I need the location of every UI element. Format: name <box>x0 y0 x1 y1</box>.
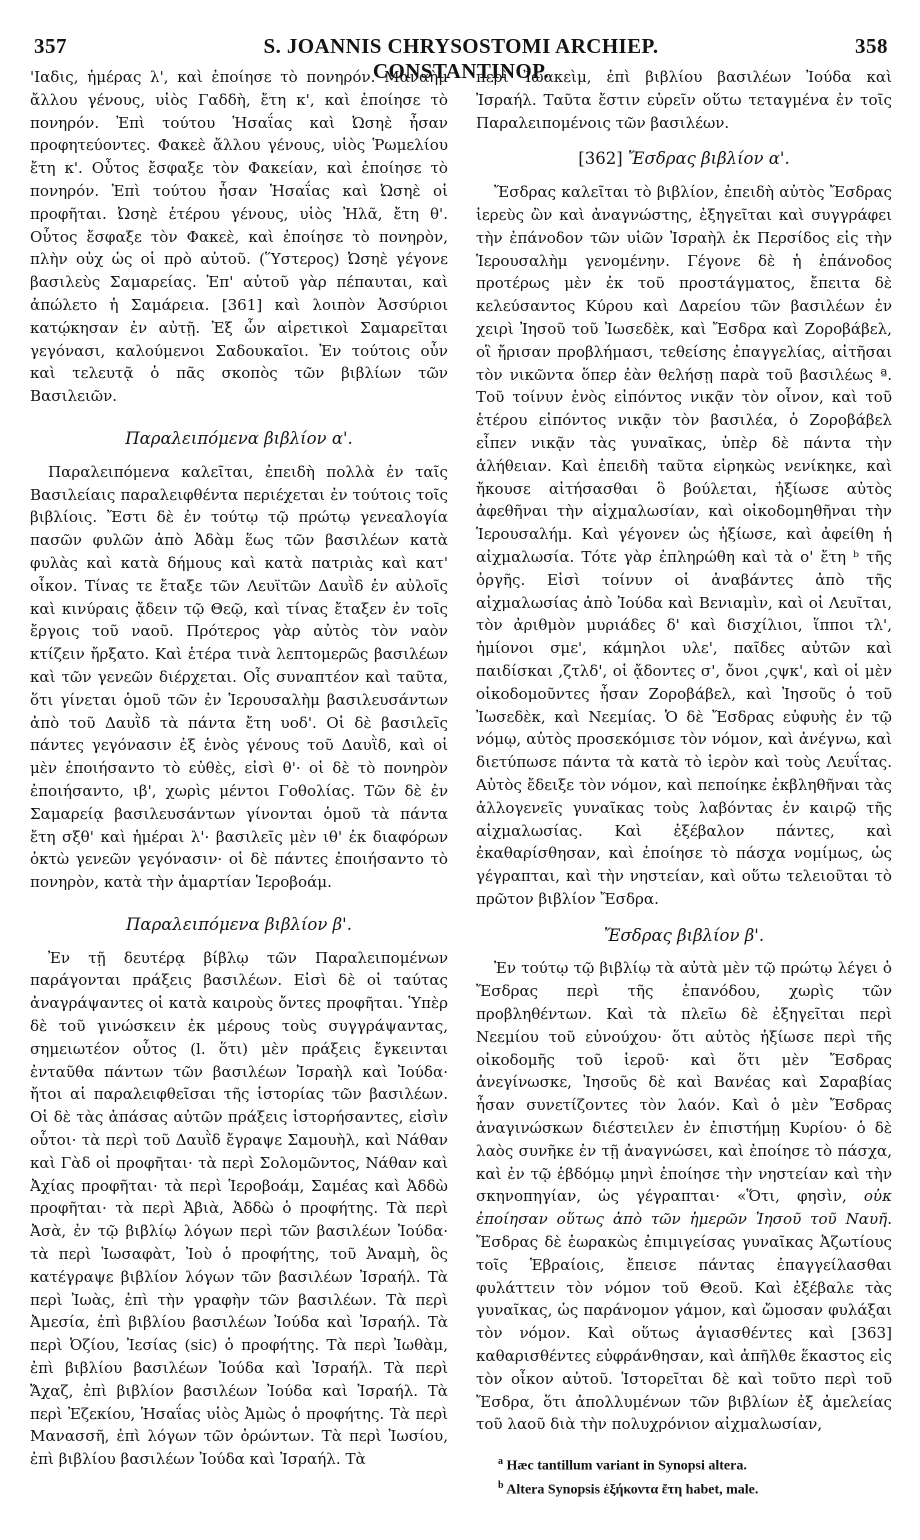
column-marker-362: [362] <box>578 149 623 169</box>
right-paragraph-3-part-a: Ἐν τούτῳ τῷ βιβλίῳ τὰ αὐτὰ μὲν τῷ πρώτῳ λέγει ὁ Ἔσδρας περὶ τῆς ἐπανόδου, χωρὶς τῶν προβληθέντων. Καὶ τὰ πλεῖω δὲ ἐξηγεῖται περὶ Νεεμίου τοῦ εὐνούχου· ὅτι αὐτὸς ἠξίωσε περὶ τῆς οἰκοδομῆς τοῦ ἱεροῦ· καὶ ὅτι μὲν Ἔσδρας ἀνεγίνωσκε, Ἰησοῦς δὲ καὶ Βανέας καὶ Σαραβίας ἦσαν συνετίζοντες τὸν λαόν. Καὶ ὁ μὲν Ἔσδρας ἀναγινώσκων διέστειλεν ἐν ἐπιστήμῃ Κυρίου· ὁ δὲ λαὸς συνῆκε ἐν τῇ ἀναγνώσει, καὶ ἐποίησε τὸ πάσχα, καὶ ἐν τῷ ἑβδόμῳ μηνὶ ἐποίησε τὴν νηστείαν καὶ τὴν σκηνοπηγίαν, ὡς γέγραπται· «Ὅτι, φησὶν, <box>476 959 892 1206</box>
footnotes <box>476 1452 892 1499</box>
right-paragraph-2: Ἔσδρας καλεῖται τὸ βιβλίον, ἐπειδὴ αὐτὸς Ἔσδρας ἱερεὺς ὢν καὶ ἀναγνώστης, ἐξηγεῖται καὶ συγγράφει τὴν ἐπάνοδον τῶν υἱῶν Ἰσραὴλ ἐκ Περσίδος εἰς τὴν Ἱερουσαλὴμ γενομένην. Γέγονε δὲ ἡ ἐπάνοδος προτέρως μὲν ἐκ τοῦ προστάγματος, ἔπειτα δὲ κελεύσαντος Κύρου καὶ Δαρείου τῶν βασιλέων ἐν χειρὶ Ἰησοῦ τοῦ Ἰωσεδὲκ, καὶ Ἔσδρα καὶ Ζοροβάβελ, οἳ ἤρισαν προβλήμασι, τεθείσης ἐπαγγελίας, αἰτῆσαι τὸν νικῶντα ὅπερ ἐὰν θελήσῃ παρὰ τοῦ βασιλέως ª. Τοῦ τοίνυν ἑνὸς εἰπόντος νικᾷν τὸν οἶνον, καὶ τοῦ ἑτέρου εἰπόντος νικᾷν τὸν βασιλέα, ὁ Ζοροβάβελ εἶπεν νικᾷν τὰς γυναῖκας, ὑπὲρ δὲ πάντα τὴν ἀλήθειαν. Καὶ ἐπειδὴ ταῦτα εἰρηκὼς νενίκηκε, καὶ ἤκουσε αἰτήσασθαι ὃ βούλεται, ἠξίωσε αὐτὸς ἀφεθῆναι τὴν αἰχμαλωσίαν, καὶ οἰκοδομηθῆναι τὴν Ἱερουσαλήμ. Καὶ γέγονεν ὡς ἠξίωσε, καὶ ἀφείθη ἡ αἰχμαλωσία. Τότε γὰρ ἐπληρώθη καὶ τὰ ο' ἔτη ᵇ τῆς ὀργῆς. Εἰσὶ τοίνυν οἱ ἀναβάντες ἀπὸ τῆς αἰχμαλωσίας ἀπὸ Ἰούδα καὶ Βενιαμὶν, καὶ οἱ Λευῖται, τὸν ἀριθμὸν μυριάδες δ' καὶ δισχίλιοι, ἵπποι τλ', ἡμίονοι σμε', κάμηλοι υλε', παῖδες αὐτῶν καὶ παιδίσκαι ,ζτλδ', οἱ ᾄδοντες σ', ὄνοι ,ςψκ', καὶ οἱ μὲν οἰκοδομοῦντες ἦσαν Ζοροβάβελ, καὶ Ἰησοῦς ὁ τοῦ Ἰωσεδὲκ, καὶ Νεεμίας. Ὁ δὲ Ἔσδρας εὐφυὴς ἐν τῷ νόμῳ, αὐτὸς προσεκόμισε τὸν νόμον, καὶ ἀνέγνω, καὶ διετύπωσε πάντα τὰ κατὰ τὸ ἱερὸν καὶ τοὺς Λευΐτας. Αὐτὸς ἔδειξε τὸν νόμον, καὶ πεποίηκε ἐκβληθῆναι τὰς ἀλλογενεῖς γυναῖκας τοὺς λαβόντας ἐν καιρῷ τῆς αἰχμαλωσίας. Καὶ ἐξέβαλον πάντες, καὶ ἐκαθαρίσθησαν, καὶ ἐποίησε τὸ πάσχα νομίμως, ὡς γέγραπται, καὶ τὴν νηστείαν, καὶ οὕτω τελειοῦται τὸ πρῶτον βιβλίον Ἔσδρα. <box>476 183 892 908</box>
left-paragraph-3: Ἐν τῇ δευτέρᾳ βίβλῳ τῶν Παραλειπομένων παράγονται πράξεις βασιλέων. Εἰσὶ δὲ οἱ ταύτας ἀναγράψαντες οἱ κατὰ καιροὺς ὄντες προφῆται. Ὑπὲρ δὲ τοῦ γινώσκειν ἐκ μέρους τοὺς συγγράψαντας, σημειωτέον οὗτος (l. ὅτι) μὲν πράξεις ἔγκεινται ἐνταῦθα πάντων τῶν βασιλέων Ἰσραὴλ καὶ Ἰούδα· ἤτοι αἱ παραλειφθεῖσαι τῆς ἱστορίας τῶν βασιλέων. Οἱ δὲ τὰς ἁπάσας αὐτῶν πράξεις ἱστορήσαντες, εἰσὶν οὗτοι· τὰ περὶ τοῦ Δαυῒδ ἔγραψε Σαμουὴλ, καὶ Νάθαν καὶ Γὰδ οἱ προφῆται· τὰ περὶ Σολομῶντος, Νάθαν καὶ Ἀχίας προφῆται· τὰ περὶ Ἱεροβοάμ, Σαμέας καὶ Ἀδδὼ προφῆται· τὰ περὶ Ἀβιὰ, Ἀδδὼ ὁ προφήτης. Τὰ περὶ Ἀσὰ, ἐν τῷ βιβλίῳ λόγων περὶ τῶν βασιλέων Ἰούδα· τὰ περὶ Ἰωσαφὰτ, Ἰοὺ ὁ προφήτης, τοῦ Ἀναμὴ, ὃς κατέγραψε βιβλίον λόγων τῶν βασιλέων Ἰσραήλ. Τὰ περὶ Ἰωὰς, ἐπὶ τὴν γραφὴν τῶν βασιλέων. Τὰ περὶ Ἀμεσία, ἐπὶ βιβλίου βασιλέων Ἰούδα καὶ Ἰσραήλ. Τὰ περὶ Ὀζίου, Ἰεσίας (sic) ὁ προφήτης. Τὰ περὶ Ἰωθὰμ, ἐπὶ βιβλίου βασιλέων Ἰούδα καὶ Ἰσραήλ. Τὰ περὶ Ἄχαζ, ἐπὶ βιβλίον βασιλέων Ἰούδα καὶ Ἰσραήλ. Τὰ περὶ Ἐζεκίου, Ἡσαΐας υἱὸς Ἀμὼς ὁ προφήτης. Τὰ περὶ Μανασσῆ, ἐπὶ λόγων τῶν ὁρώντων. Τὰ περὶ Ἰωσίου, ἐπὶ βιβλίου βασιλέων Ἰούδα καὶ Ἰσραήλ. Τὰ <box>30 948 448 1469</box>
left-paragraph-1: 'Ιαδις, ἡμέρας λ', καὶ ἐποίησε τὸ πονηρόν. Μαναὴμ ἄλλου γένους, υἱὸς Γαδδὴ, ἔτη κ', καὶ ἐποίησε τὸ πονηρόν. Ἐπὶ τούτου Ἡσαΐας καὶ Ὠσηὲ ἦσαν προφητεύοντες. Φακεὲ ἄλλου γένους, υἱὸς Ῥωμελίου ἔτη κ'. Οὗτος ἔσφαξε τὸν Φακείαν, καὶ ἐποίησε τὸ πονηρόν. Ἐπὶ τούτου ἦσαν Ἡσαΐας καὶ Ὠσηὲ οἱ προφῆται. Ὠσηὲ ἑτέρου γένους, υἱὸς Ἠλᾶ, ἔτη θ'. Οὗτος ἔσφαξε τὸν Φακεὲ, καὶ ἐποίησε τὸ πονηρὸν, πλὴν οὐχ ὡς οἱ πρὸ αὐτοῦ. (Ὕστερος) Ὠσηὲ γέγονε βασιλεὺς Σαμαρείας. Ἐπ' αὐτοῦ γὰρ πέπαυται, καὶ ἀπώλετο ἡ Σαμάρεια. [361] καὶ λοιπὸν Ἀσσύριοι κατῴκησαν ἐν αὐτῇ. Ἐξ ὧν αἱρετικοὶ Σαμαρεῖται γεγόνασι, καλούμενοι Σαδουκαῖοι. Ἐν τούτοις οὖν καὶ τελευτᾷ ὁ πᾶς σκοπὸς τῶν βιβλίων τῶν Βασιλειῶν. <box>30 68 448 406</box>
right-paragraph-3 <box>476 957 892 1436</box>
left-column <box>30 66 448 1506</box>
right-paragraph-1: περὶ Ἰωακεὶμ, ἐπὶ βιβλίου βασιλέων Ἰούδα καὶ Ἰσραήλ. Ταῦτα ἔστιν εὑρεῖν οὕτω τεταγμένα ἐν τοῖς Παραλειπομένοις τῶν βασιλέων. <box>476 68 892 132</box>
page-number-left: 357 <box>34 34 67 58</box>
footnote-b <box>498 1476 892 1500</box>
footnote-b-mark: b <box>498 1479 504 1491</box>
page <box>30 30 892 1520</box>
left-paragraph-2: Παραλειπόμενα καλεῖται, ἐπειδὴ πολλὰ ἐν ταῖς Βασιλείαις παραλειφθέντα περιέχεται ἐν τούτοις τοῖς βιβλίοις. Ἔστι δὲ ἐν τούτῳ τῷ πρώτῳ γενεαλογία πασῶν φυλῶν ἀπὸ Ἀδὰμ ἕως τῶν βασιλέων κατὰ φυλὰς καὶ κατὰ δήμους καὶ κατὰ πατριὰς καὶ κατ' οἶκον. Τίνας τε ἔταξε τῶν Λευϊτῶν Δαυῒδ ἐν αὐλοῖς καὶ κινύραις ᾄδειν τῷ Θεῷ, καὶ τίνας ἔταξεν ἐν τοῖς ἔργοις τοῦ ναοῦ. Πρότερος γὰρ αὐτὸς τὸν ναὸν κτίζειν ἤρξατο. Καὶ ἑτέρα τινὰ λεπτομερῶς βασιλέων καὶ τῶν γενεῶν διέρχεται. Οἷς συναπτέον καὶ ταῦτα, ὅτι γίνεται ὁμοῦ τῶν ἐν Ἱερουσαλὴμ βασιλευσάντων ἀπὸ τοῦ Δαυῒδ τὰ πάντα ἔτη υοδ'. Οἱ δὲ βασιλεῖς πάντες γεγόνασιν ἐξ ἑνὸς γένους τοῦ Δαυῒδ, καὶ οἱ μὲν ἐποιήσαντο τὸ εὐθὲς, εἰσὶ θ'· οἱ δὲ τὸ πονηρὸν ἐποιήσαντο, ιβ', χωρὶς μέντοι Γοθολίας. Τῶν δὲ ἐν Σαμαρείᾳ βασιλευσάντων γίνονται ὁμοῦ τὰ πάντα ἔτη σξθ' καὶ ἡμέραι λ'· βασιλεῖς μὲν ιθ' ἐκ διαφόρων ὀκτὼ γενεῶν γεγόνασιν· οἱ δὲ πάντες ἐποιήσαντο τὸ πονηρὸν, κατὰ τὴν ἁμαρτίαν Ἱεροβοάμ. <box>30 462 448 892</box>
section-heading-esdras-2: Ἔσδρας βιβλίον β'. <box>603 925 765 945</box>
section-heading-paralipomena-1: Παραλειπόμενα βιβλίον α'. <box>125 428 353 448</box>
footnote-b-text: Altera Synopsis ἑξήκοντα ἔτη habet, male. <box>503 1482 759 1498</box>
section-heading-esdras-1 <box>476 148 892 171</box>
page-number-right: 358 <box>855 34 888 58</box>
right-paragraph-3-part-b: Ἔσδρας δὲ ἑωρακὼς ἐπιμιγείσας γυναῖκας Ἀζωτίους τοῖς Ἑβραίοις, ἔπεισε πάντας ἐπαγγείλασθαι φυλάττειν τὸν νόμον τοῦ Θεοῦ. Καὶ ἐξέβαλε τὰς γυναῖκας, ὡς παράνομον γάμον, καὶ ὤμοσαν φυλάξαι τὸν νόμον. Καὶ οὕτως ἁγιασθέντες καὶ [363] καθαρισθέντες εὐφράνθησαν, καὶ ἀπῆλθε ἕκαστος εἰς τὸν οἶκον αὐτοῦ. Ἱστορεῖται δὲ καὶ τοῦτο περὶ τοῦ Ἔσδρα, ὅτι ἀπολλυμένων τῶν βιβλίων ἐξ ἀμελείας τοῦ λαοῦ διὰ τὴν πολυχρόνιον αἰχμαλωσίαν, <box>476 1233 892 1434</box>
section-heading-esdras-1-title: Ἔσδρας βιβλίον α'. <box>627 149 790 169</box>
footnote-a <box>498 1452 892 1476</box>
running-title: S. JOANNIS CHRYSOSTOMI ARCHIEP. CONSTANTINOP. <box>263 34 659 83</box>
running-header <box>30 30 892 83</box>
footnote-a-mark: a <box>498 1456 503 1468</box>
right-paragraph-3-quotation: οὐκ ἐποίησαν οὕτως ἀπὸ τῶν ἡμερῶν Ἰησοῦ τοῦ Ναυῆ. <box>476 1187 892 1229</box>
footnote-a-text: Hæc tantillum variant in Synopsi altera. <box>503 1458 747 1474</box>
section-heading-paralipomena-2: Παραλειπόμενα βιβλίον β'. <box>126 914 352 934</box>
right-column <box>476 66 892 1506</box>
